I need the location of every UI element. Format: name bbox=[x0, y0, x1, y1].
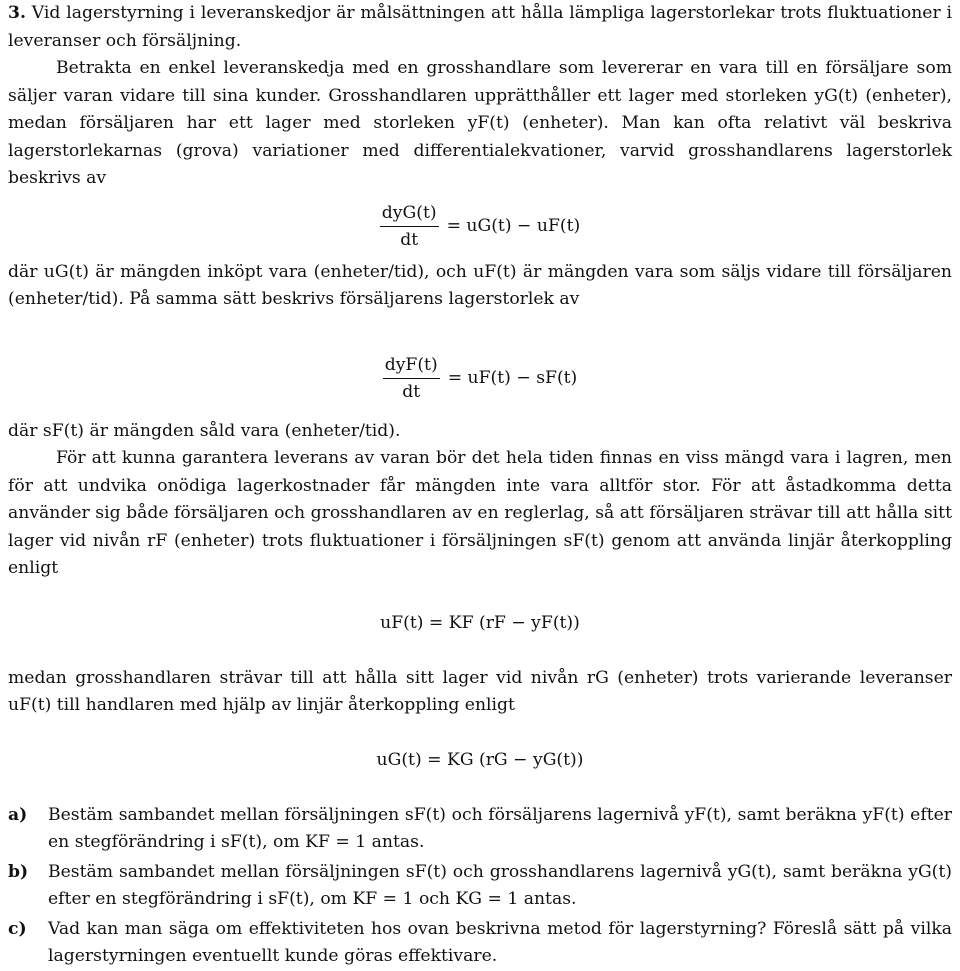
task-a-label: a) bbox=[8, 804, 28, 825]
paragraph-3: där sF(t) är mängden såld vara (enheter/tid). bbox=[8, 420, 401, 441]
equation-2-fraction bbox=[383, 352, 440, 405]
problem-intro bbox=[8, 0, 952, 55]
task-a-text: Bestäm sambandet mellan försäljningen sF(t) och försäljarens lagernivå yF(t), samt beräkna yF(t) efter en stegförändring i sF(t), om KF = 1 antas. bbox=[48, 804, 952, 852]
equation-1-numerator: dyG(t) bbox=[380, 200, 439, 227]
equation-2-numerator: dyF(t) bbox=[383, 352, 440, 379]
equation-1-rhs: = uG(t) − uF(t) bbox=[446, 215, 581, 236]
equation-4 bbox=[8, 730, 952, 792]
paragraph-1: Betrakta en enkel leveranskedja med en grosshandlare som levererar en vara till en försäljare som säljer varan vidare till sina kunder. Grosshandlaren upprätthåller ett lager med storleken yG(t) (enheter), medan försäljaren har ett lager med storleken yF(t) (enheter). Man kan ofta relativt väl beskriva lagerstorlekarnas (grova) variationer med differentialekvationer, varvid grosshandlarens lagerstorlek beskrivs av bbox=[8, 58, 952, 188]
task-c-text: Vad kan man säga om effektiviteten hos ovan beskrivna metod för lagerstyrning? Föreslå sätt på vilka lagerstyrningen eventuellt kunde göras effektivare. bbox=[48, 918, 952, 966]
equation-3-text: uF(t) = KF (rF − yF(t)) bbox=[380, 612, 580, 633]
task-b bbox=[8, 859, 952, 914]
equation-2 bbox=[8, 340, 952, 418]
equation-1-fraction bbox=[380, 200, 439, 253]
equation-4-text: uG(t) = KG (rG − yG(t)) bbox=[376, 749, 584, 770]
equation-3 bbox=[8, 593, 952, 655]
task-c-label: c) bbox=[8, 918, 27, 939]
paragraph-5: medan grosshandlaren strävar till att hålla sitt lager vid nivån rG (enheter) trots varierande leveranser uF(t) till handlaren med hjälp av linjär återkoppling enligt bbox=[8, 667, 952, 715]
paragraph-4: För att kunna garantera leverans av varan bör det hela tiden finnas en viss mängd vara i lagren, men för att undvika onödiga lagerkostnader får mängden inte vara alltför stor. För att åstadkomma detta använder sig både försäljaren och grosshandlaren av en reglerlag, så att försäljaren strävar till att hålla sitt lager vid nivån rF (enheter) trots fluktuationer i försäljningen sF(t) genom att använda linjär återkoppling enligt bbox=[8, 448, 952, 578]
task-a bbox=[8, 802, 952, 857]
paragraph-2: där uG(t) är mängden inköpt vara (enheter/tid), och uF(t) är mängden vara som säljs vidare till försäljaren (enheter/tid). På samma sätt beskrivs försäljarens lagerstorlek av bbox=[8, 261, 952, 309]
equation-2-rhs: = uF(t) − sF(t) bbox=[447, 367, 578, 388]
problem-number: 3. bbox=[8, 3, 26, 23]
equation-1 bbox=[8, 195, 952, 259]
equation-2-denominator: dt bbox=[402, 382, 421, 402]
equation-1-denominator: dt bbox=[400, 230, 419, 250]
task-b-text: Bestäm sambandet mellan försäljningen sF(t) och grosshandlarens lagernivå yG(t), samt beräkna yG(t) efter en stegförändring i sF(t), om KF = 1 och KG = 1 antas. bbox=[48, 861, 952, 909]
task-c bbox=[8, 916, 952, 971]
problem-intro-text: Vid lagerstyrning i leveranskedjor är målsättningen att hålla lämpliga lagerstorlekar trots fluktuationer i leveranser och försäljning. bbox=[8, 3, 952, 51]
task-b-label: b) bbox=[8, 861, 29, 882]
